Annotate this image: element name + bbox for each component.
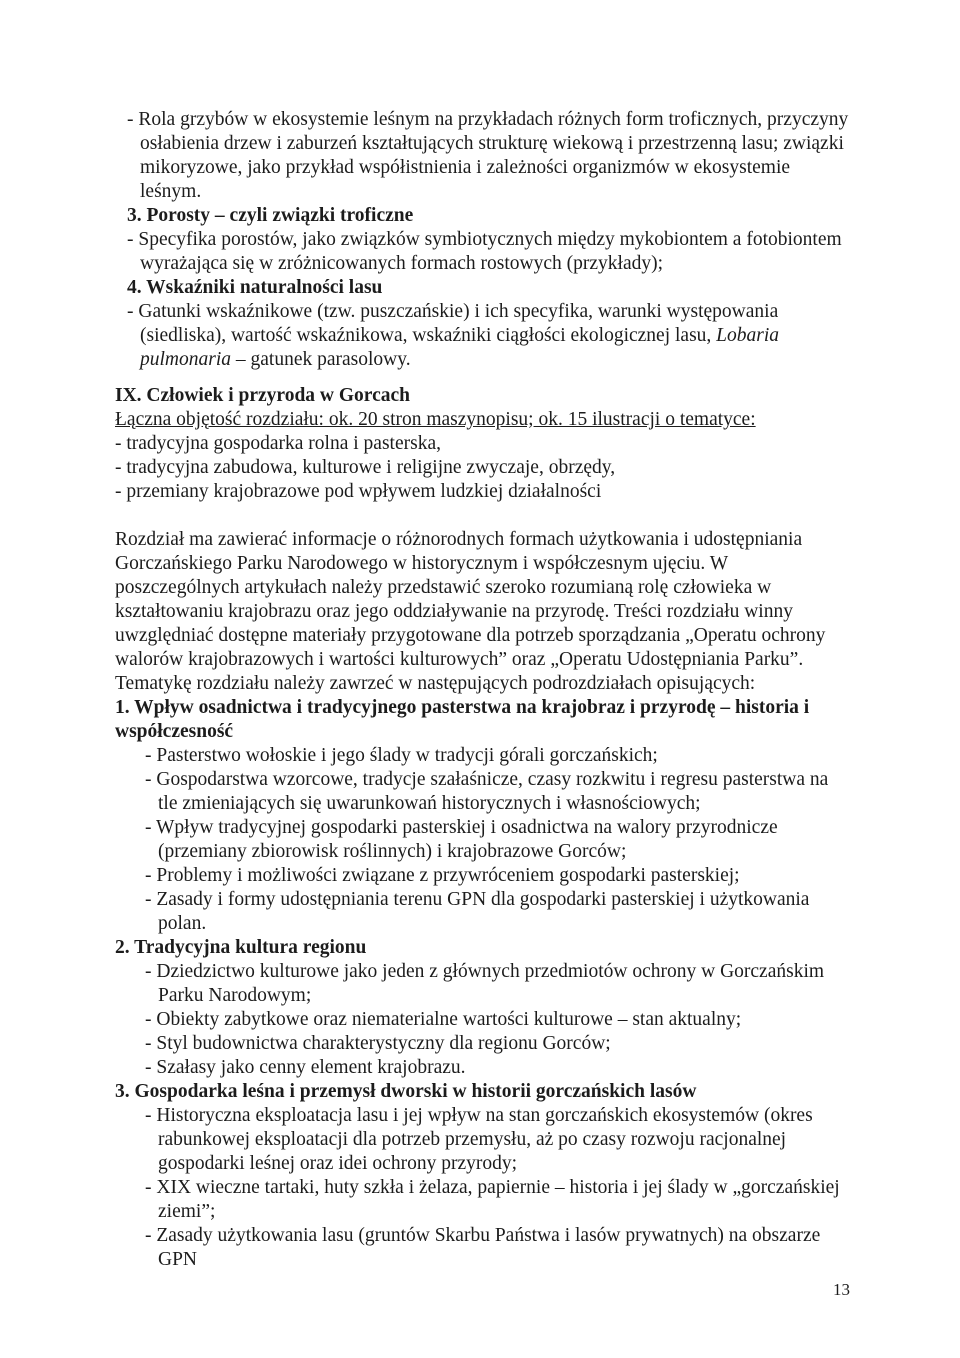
section-volume: Łączna objętość rozdziału: ok. 20 stron maszynopisu; ok. 15 ilustracji o tematyce:	[115, 409, 756, 430]
wskazniki-line-2-text: (siedliska), wartość wskaźnikowa, wskaźniki ciągłości ekologicznej lasu,	[140, 325, 712, 346]
sub3-item-3: - Zasady użytkowania lasu (gruntów Skarbu Państwa i lasów prywatnych) na obszarze	[145, 1225, 821, 1246]
sub1-title-line-2: współczesność	[115, 721, 234, 742]
lobaria-term: Lobaria	[716, 325, 780, 346]
sub1-item-3: - Wpływ tradycyjnej gospodarki pasterskiej i osadnictwa na walory przyrodnicze	[145, 817, 778, 838]
para1-line-2: Gorczańskiego Parku Narodowego w historycznym i współczesnym ujęciu. W	[115, 553, 729, 574]
sub1-item-4: - Problemy i możliwości związane z przywróceniem gospodarki pasterskiej;	[145, 865, 740, 886]
porosty-line-1: - Specyfika porostów, jako związków symbiotycznych między mykobiontem a fotobiontem	[127, 229, 842, 250]
porosty-line-2: wyrażająca się w zróżnicowanych formach rostowych (przykłady);	[140, 253, 664, 274]
wskazniki-line-1: - Gatunki wskaźnikowe (tzw. puszczańskie) i ich specyfika, warunki występowania	[127, 301, 779, 322]
sub1-item-3-cont: (przemiany zbiorowisk roślinnych) i krajobrazowe Gorców;	[158, 841, 627, 862]
sub2-title: 2. Tradycyjna kultura regionu	[115, 937, 367, 958]
sub1-item-5-cont: polan.	[158, 913, 207, 934]
sub1-item-2-cont: tle zmieniających się uwarunkowań historycznych i własnościowych;	[158, 793, 701, 814]
sub2-item-2: - Obiekty zabytkowe oraz niematerialne wartości kulturowe – stan aktualny;	[145, 1009, 742, 1030]
rola-line-4: leśnym.	[140, 181, 202, 202]
sub1-item-2: - Gospodarstwa wzorcowe, tradycje szałaśnicze, czasy rozkwitu i regresu pasterstwa na	[145, 769, 829, 790]
para1-line-5: uwzględniać dostępne materiały przygotowane dla potrzeb sporządzania „Operatu ochrony	[115, 625, 826, 646]
sub1-item-1: - Pasterstwo wołoskie i jego ślady w tradycji górali gorczańskich;	[145, 745, 658, 766]
page-number: 13	[833, 1280, 850, 1299]
topic-3: - przemiany krajobrazowe pod wpływem ludzkiej działalności	[115, 481, 602, 502]
para1-line-4: kształtowaniu krajobrazu oraz jego oddziaływanie na przyrodę. Treści rozdziału winny	[115, 601, 793, 622]
pulmonaria-term: pulmonaria	[140, 349, 232, 370]
heading-porosty: 3. Porosty – czyli związki troficzne	[127, 205, 414, 226]
para1-line-1: Rozdział ma zawierać informacje o różnorodnych formach użytkowania i udostępniania	[115, 529, 803, 550]
wskazniki-line-3	[140, 348, 411, 372]
sub3-item-1: - Historyczna eksploatacja lasu i jej wpływ na stan gorczańskich ekosystemów (okres	[145, 1105, 813, 1126]
sub1-item-5: - Zasady i formy udostępniania terenu GPN dla gospodarki pasterskiej i użytkowania	[145, 889, 810, 910]
topic-2: - tradycyjna zabudowa, kulturowe i religijne zwyczaje, obrzędy,	[115, 457, 616, 478]
sub1-title-line-1: 1. Wpływ osadnictwa i tradycyjnego pasterstwa na krajobraz i przyrodę – historia i	[115, 697, 810, 718]
rola-line-3: mikoryzowe, jako przykład współistnienia i zależności organizmów w ekosystemie	[140, 157, 791, 178]
heading-wskazniki: 4. Wskaźniki naturalności lasu	[127, 277, 383, 298]
para1-line-6: walorów krajobrazowych i wartości kulturowych” oraz „Operatu Udostępniania Parku”.	[115, 649, 804, 670]
para1-line-3: poszczególnych artykułach należy przedstawić szeroko rozumianą rolę człowieka w	[115, 577, 772, 598]
sub2-item-4: - Szałasy jako cenny element krajobrazu.	[145, 1057, 466, 1078]
sub2-item-1: - Dziedzictwo kulturowe jako jeden z głównych przedmiotów ochrony w Gorczańskim	[145, 961, 825, 982]
para2-line: Tematykę rozdziału należy zawrzeć w następujących podrozdziałach opisujących:	[115, 673, 756, 694]
sub3-item-2: - XIX wieczne tartaki, huty szkła i żelaza, papiernie – historia i jej ślady w „gorczańskiej	[145, 1177, 840, 1198]
sub3-title: 3. Gospodarka leśna i przemysł dworski w historii gorczańskich lasów	[115, 1081, 697, 1102]
wskazniki-line-3-text: – gatunek parasolowy.	[235, 349, 411, 370]
wskazniki-line-2	[140, 324, 779, 348]
sub3-item-3-cont: GPN	[158, 1249, 198, 1270]
rola-line-1: - Rola grzybów w ekosystemie leśnym na przykładach różnych form troficznych, przyczyny	[127, 109, 849, 130]
topic-1: - tradycyjna gospodarka rolna i pasterska,	[115, 433, 441, 454]
sub3-item-1-cont-2: gospodarki leśnej oraz idei ochrony przyrody;	[158, 1153, 518, 1174]
rola-line-2: osłabienia drzew i zaburzeń kształtujących strukturę wiekową i przestrzenną lasu; związki	[140, 133, 844, 154]
sub2-item-3: - Styl budownictwa charakterystyczny dla regionu Gorców;	[145, 1033, 611, 1054]
sub3-item-1-cont-1: rabunkowej eksploatacji dla potrzeb przemysłu, aż po czasy rozwoju racjonalnej	[158, 1129, 787, 1150]
sub2-item-1-cont: Parku Narodowym;	[158, 985, 312, 1006]
section-heading: IX. Człowiek i przyroda w Gorcach	[115, 385, 411, 406]
sub3-item-2-cont: ziemi”;	[158, 1201, 216, 1222]
